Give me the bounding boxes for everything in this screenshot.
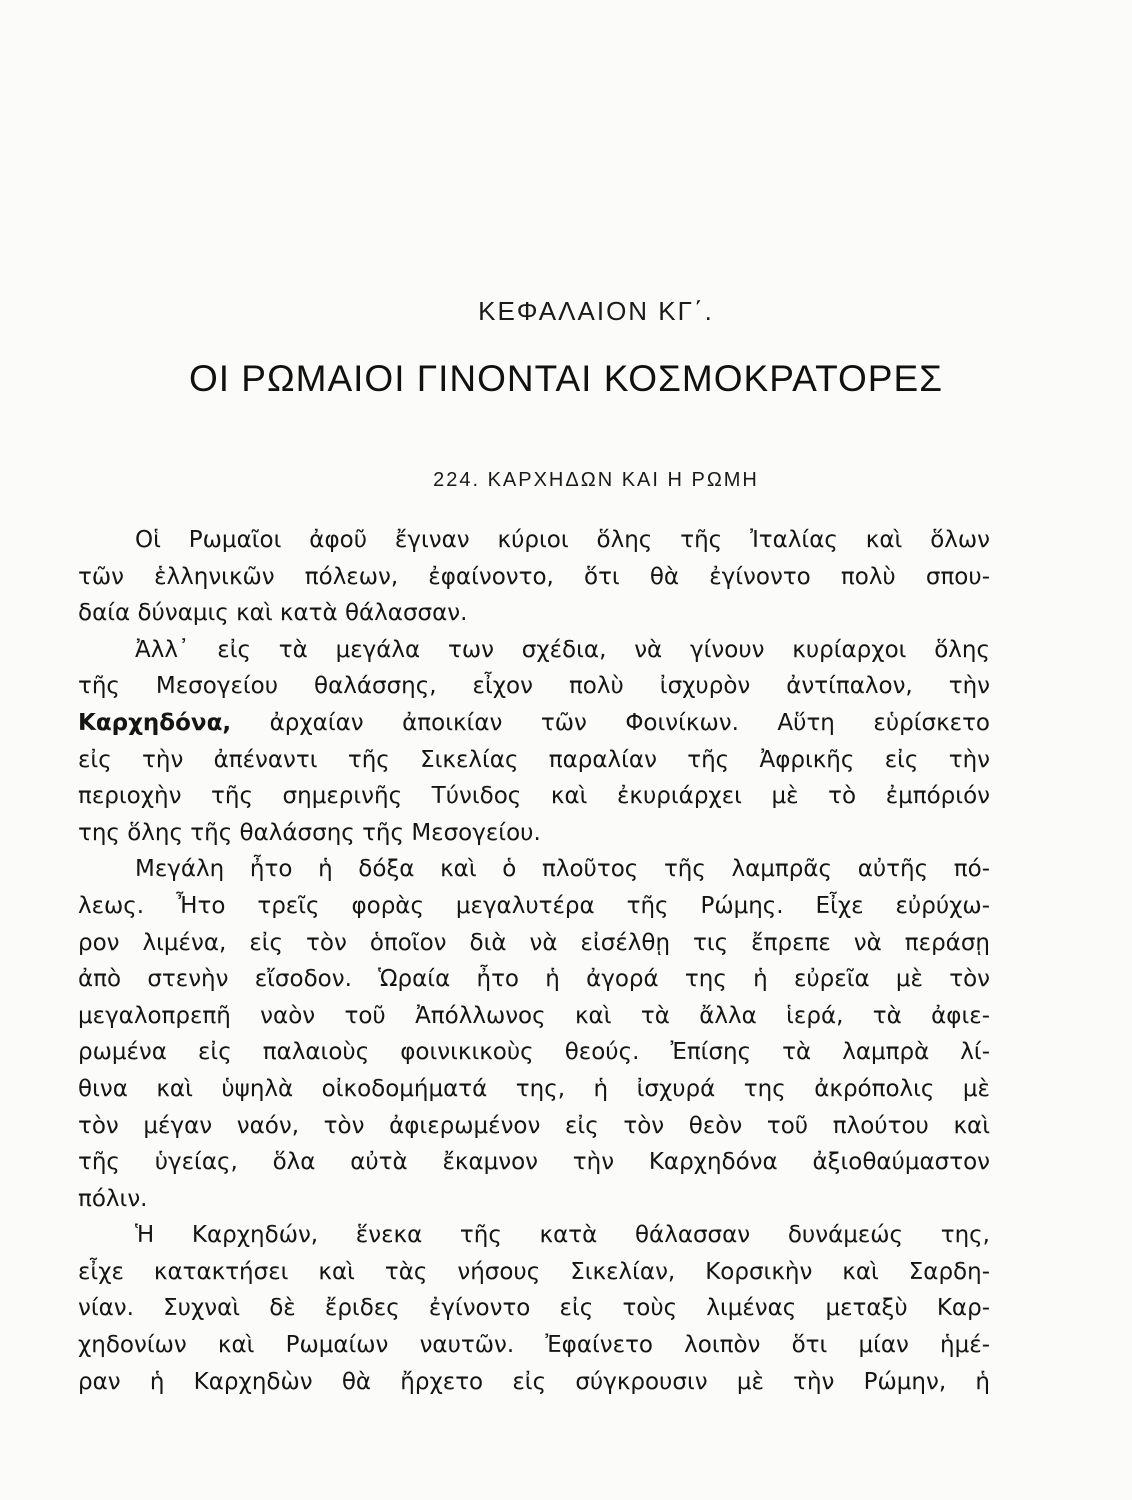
section-heading: 224. ΚΑΡΧΗΔΩΝ ΚΑΙ Η ΡΩΜΗ [433, 469, 759, 491]
text-line: δαία δύναμις καὶ κατὰ θάλασσαν. [78, 600, 468, 627]
text-line: λεως. Ἦτο τρεῖς φορὰς μεγαλυτέρα τῆς Ρώμης. Εἶχε εὐρύχω- [78, 892, 990, 919]
text-line: Μεγάλη ἦτο ἡ δόξα καὶ ὁ πλοῦτος τῆς λαμπρᾶς αὐτῆς πό- [135, 856, 990, 883]
bold-term: Καρχηδόνα, [78, 709, 232, 736]
text-line: εἶχε κατακτήσει καὶ τὰς νήσους Σικελίαν, Κορσικὴν καὶ Σαρδη- [78, 1258, 990, 1285]
chapter-title: ΟΙ ΡΩΜΑΙΟΙ ΓΙΝΟΝΤΑΙ ΚΟΣΜΟΚΡΑΤΟΡΕΣ [188, 358, 944, 399]
text-line: τῶν ἑλληνικῶν πόλεων, ἐφαίνοντο, ὅτι θὰ ἐγίνοντο πολὺ σπου- [78, 563, 990, 590]
text-line: νίαν. Συχναὶ δὲ ἔριδες ἐγίνοντο εἰς τοὺς λιμένας μεταξὺ Καρ- [78, 1295, 990, 1322]
text-line: ρον λιμένα, εἰς τὸν ὁποῖον διὰ νὰ εἰσέλθῃ τις ἔπρεπε νὰ περάσῃ [78, 929, 990, 956]
text-line: περιοχὴν τῆς σημερινῆς Τύνιδος καὶ ἐκυριάρχει μὲ τὸ ἐμπόριόν [78, 783, 990, 810]
text-line: τῆς ὑγείας, ὅλα αὐτὰ ἔκαμνον τὴν Καρχηδόνα ἀξιοθαύμαστον [78, 1149, 990, 1176]
text-line-rest: ἀρχαίαν ἀποικίαν τῶν Φοινίκων. Αὕτη εὑρίσκετο [269, 709, 990, 736]
text-line: Οἱ Ρωμαῖοι ἀφοῦ ἔγιναν κύριοι ὅλης τῆς Ἰταλίας καὶ ὅλων [135, 527, 990, 553]
text-line: της ὅλης τῆς θαλάσσης τῆς Μεσογείου. [78, 819, 541, 846]
text-line: πόλιν. [78, 1185, 148, 1212]
chapter-heading: ΚΕΦΑΛΑΙΟΝ ΚΓ΄. [478, 296, 714, 326]
text-line: εἰς τὴν ἀπέναντι τῆς Σικελίας παραλίαν τῆς Ἀφρικῆς εἰς τὴν [78, 746, 990, 773]
text-line: Ἀλλ᾽ εἰς τὰ μεγάλα των σχέδια, νὰ γίνουν κυρίαρχοι ὅλης [135, 636, 990, 663]
text-line-with-bold [78, 705, 990, 742]
text-line: ρωμένα εἰς παλαιοὺς φοινικικοὺς θεούς. Ἐπίσης τὰ λαμπρὰ λί- [78, 1039, 990, 1066]
text-line: ἀπὸ στενὴν εἴσοδον. Ὡραία ἦτο ἡ ἀγορά της ἡ εὐρεῖα μὲ τὸν [78, 966, 990, 993]
text-line: τῆς Μεσογείου θαλάσσης, εἶχον πολὺ ἰσχυρὸν ἀντίπαλον, τὴν [78, 673, 990, 700]
text-line: μεγαλοπρεπῆ ναὸν τοῦ Ἀπόλλωνος καὶ τὰ ἄλλα ἱερά, τὰ ἀφιε- [78, 1002, 990, 1029]
text-line: χηδονίων καὶ Ρωμαίων ναυτῶν. Ἐφαίνετο λοιπὸν ὅτι μίαν ἡμέ- [78, 1332, 990, 1359]
text-line: Ἡ Καρχηδών, ἕνεκα τῆς κατὰ θάλασσαν δυνάμεώς της, [135, 1222, 990, 1249]
body-text [78, 522, 990, 1400]
text-line: τὸν μέγαν ναόν, τὸν ἀφιερωμένον εἰς τὸν θεὸν τοῦ πλούτου καὶ [78, 1112, 990, 1139]
text-line: ραν ἡ Καρχηδὼν θὰ ἤρχετο εἰς σύγκρουσιν μὲ τὴν Ρώμην, ἡ [78, 1368, 990, 1395]
text-line: θινα καὶ ὑψηλὰ οἰκοδομήματά της, ἡ ἰσχυρά της ἀκρόπολις μὲ [78, 1075, 990, 1102]
